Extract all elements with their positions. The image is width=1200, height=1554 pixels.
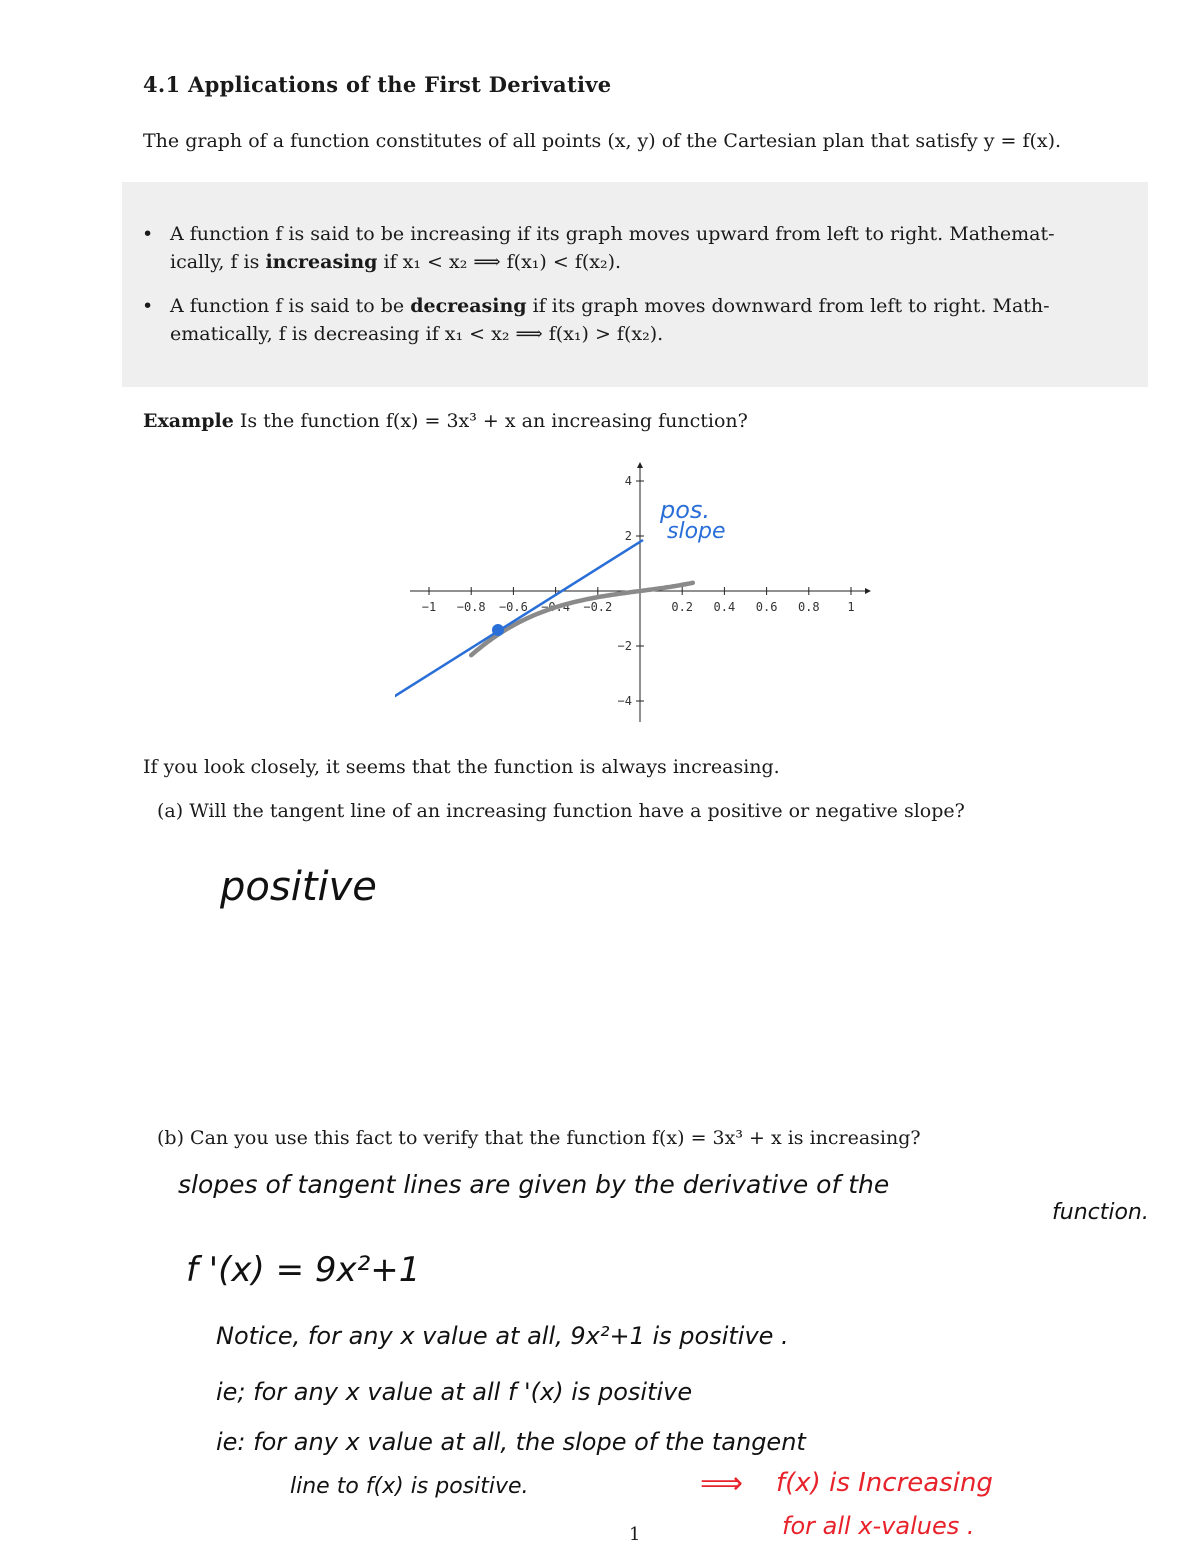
question-a: (a) Will the tangent line of an increasing function have a positive or negative slope? xyxy=(157,800,965,822)
question-b: (b) Can you use this fact to verify that the function f(x) = 3x³ + x is increasing? xyxy=(157,1127,921,1149)
increasing-line1: A function f is said to be increasing if its graph moves upward from left to right. Mathemat- xyxy=(170,223,1055,245)
x-tick-label: −0.6 xyxy=(498,600,528,614)
decreasing-line2: ematically, f is decreasing if x₁ < x₂ ⟹ f(x₁) > f(x₂). xyxy=(170,323,664,345)
decreasing-definition xyxy=(142,292,1130,348)
x-tick-label: 0.2 xyxy=(671,600,694,614)
x-tick-label: 0.6 xyxy=(755,600,778,614)
answer-a: positive xyxy=(220,864,377,910)
increasing-definition xyxy=(142,220,1130,276)
answer-b-line6: line to f(x) is positive. xyxy=(290,1474,529,1499)
function-graph xyxy=(395,460,885,730)
conclusion-line1: f(x) is Increasing xyxy=(776,1468,993,1498)
answer-b-line4: ie; for any x value at all f '(x) is positive xyxy=(216,1378,693,1406)
x-tick-label: −1 xyxy=(421,600,437,614)
annotation-slope: slope xyxy=(667,519,726,544)
x-axis-arrow-icon xyxy=(865,588,871,594)
example-question: Example Is the function f(x) = 3x³ + x an increasing function? xyxy=(143,410,748,432)
intro-text: The graph of a function constitutes of all points (x, y) of the Cartesian plan that satisfy y = f(x). xyxy=(143,130,1062,152)
page-number: 1 xyxy=(629,1524,641,1545)
annotation-pos: pos. xyxy=(660,496,711,524)
bullet-icon: • xyxy=(142,223,154,245)
x-tick-label: −0.8 xyxy=(456,600,486,614)
y-tick-label: −2 xyxy=(617,639,632,653)
section-title: 4.1 Applications of the First Derivative xyxy=(143,72,612,97)
observation-text: If you look closely, it seems that the function is always increasing. xyxy=(143,756,780,778)
y-tick-label: −4 xyxy=(617,694,632,708)
answer-b-line1b: function. xyxy=(1052,1200,1149,1225)
y-axis-arrow-icon xyxy=(637,462,643,468)
definition-box xyxy=(122,182,1148,387)
x-tick-label: 0.4 xyxy=(713,600,736,614)
y-tick-label: 4 xyxy=(624,474,632,488)
answer-b-line1: slopes of tangent lines are given by the derivative of the xyxy=(178,1170,890,1199)
conclusion-line2: for all x-values . xyxy=(782,1512,975,1540)
y-tick-label: 2 xyxy=(624,529,632,543)
decreasing-line1: A function f is said to be decreasing if its graph moves downward from left to right. Math- xyxy=(170,295,1050,317)
answer-b-line5: ie: for any x value at all, the slope of the tangent xyxy=(216,1428,806,1456)
x-tick-label: 1 xyxy=(847,600,855,614)
answer-b-derivative: f '(x) = 9x²+1 xyxy=(186,1250,421,1290)
x-tick-label: −0.4 xyxy=(541,600,571,614)
conclusion-arrow-icon: ⟹ xyxy=(700,1466,744,1501)
x-tick-label: −0.2 xyxy=(583,600,613,614)
answer-b-line3: Notice, for any x value at all, 9x²+1 is positive . xyxy=(216,1322,789,1350)
increasing-line2: ically, f is increasing if x₁ < x₂ ⟹ f(x₁) < f(x₂). xyxy=(170,251,622,273)
x-tick-label: 0.8 xyxy=(797,600,820,614)
bullet-icon: • xyxy=(142,295,154,317)
tangent-point xyxy=(492,624,504,636)
cubic-curve xyxy=(471,583,693,655)
tangent-line xyxy=(395,540,643,718)
